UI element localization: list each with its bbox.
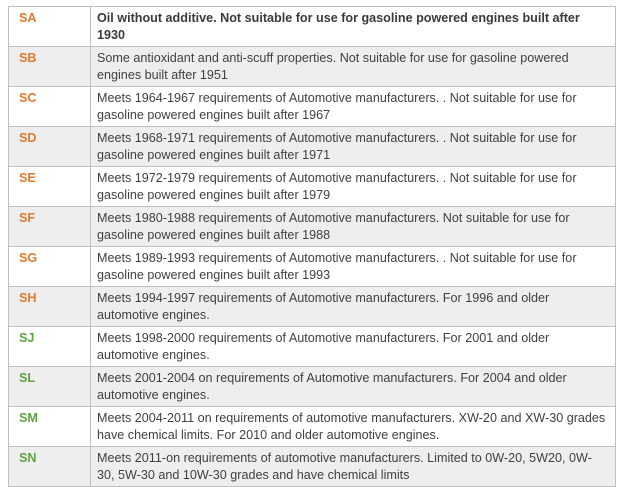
api-service-grades-table-container [8,6,616,487]
table-row-sf [9,207,616,247]
grade-description: Meets 1989-1993 requirements of Automotive manufacturers. . Not suitable for use for gasoline powered engines built after 1993 [91,247,616,287]
grade-code: SD [9,127,91,167]
grade-description: Meets 2011-on requirements of automotive manufacturers. Limited to 0W-20, 5W20, 0W-30, 5W-30 and 10W-30 grades and have chemical limits [91,447,616,487]
grade-description: Meets 1998-2000 requirements of Automotive manufacturers. For 2001 and older automotive engines. [91,327,616,367]
grade-code: SN [9,447,91,487]
grade-code: SA [9,7,91,47]
grade-code: SJ [9,327,91,367]
grade-code: SL [9,367,91,407]
grade-description: Some antioxidant and anti-scuff properties. Not suitable for use for gasoline powered engines built after 1951 [91,47,616,87]
table-row-se [9,167,616,207]
table-row-sd [9,127,616,167]
grade-description: Oil without additive. Not suitable for use for gasoline powered engines built after 1930 [91,7,616,47]
grade-description: Meets 1964-1967 requirements of Automotive manufacturers. . Not suitable for use for gasoline powered engines built after 1967 [91,87,616,127]
grade-code: SH [9,287,91,327]
table-row-sg [9,247,616,287]
grade-description: Meets 1972-1979 requirements of Automotive manufacturers. . Not suitable for use for gasoline powered engines built after 1979 [91,167,616,207]
grade-code: SB [9,47,91,87]
table-row-sj [9,327,616,367]
grade-code: SF [9,207,91,247]
grade-code: SC [9,87,91,127]
table-row-sh [9,287,616,327]
grade-code: SG [9,247,91,287]
grade-description: Meets 2004-2011 on requirements of automotive manufacturers. XW-20 and XW-30 grades have chemical limits. For 2010 and older automotive engines. [91,407,616,447]
grade-code: SM [9,407,91,447]
table-row-sb [9,47,616,87]
api-service-grades-table [8,6,616,487]
table-row-sa [9,7,616,47]
grade-description: Meets 1980-1988 requirements of Automotive manufacturers. Not suitable for use for gasoline powered engines built after 1988 [91,207,616,247]
table-row-sn [9,447,616,487]
table-row-sc [9,87,616,127]
grade-description: Meets 2001-2004 on requirements of Automotive manufacturers. For 2004 and older automotive engines. [91,367,616,407]
grade-code: SE [9,167,91,207]
grade-description: Meets 1968-1971 requirements of Automotive manufacturers. . Not suitable for use for gasoline powered engines built after 1971 [91,127,616,167]
grade-description: Meets 1994-1997 requirements of Automotive manufacturers. For 1996 and older automotive engines. [91,287,616,327]
table-row-sl [9,367,616,407]
table-row-sm [9,407,616,447]
